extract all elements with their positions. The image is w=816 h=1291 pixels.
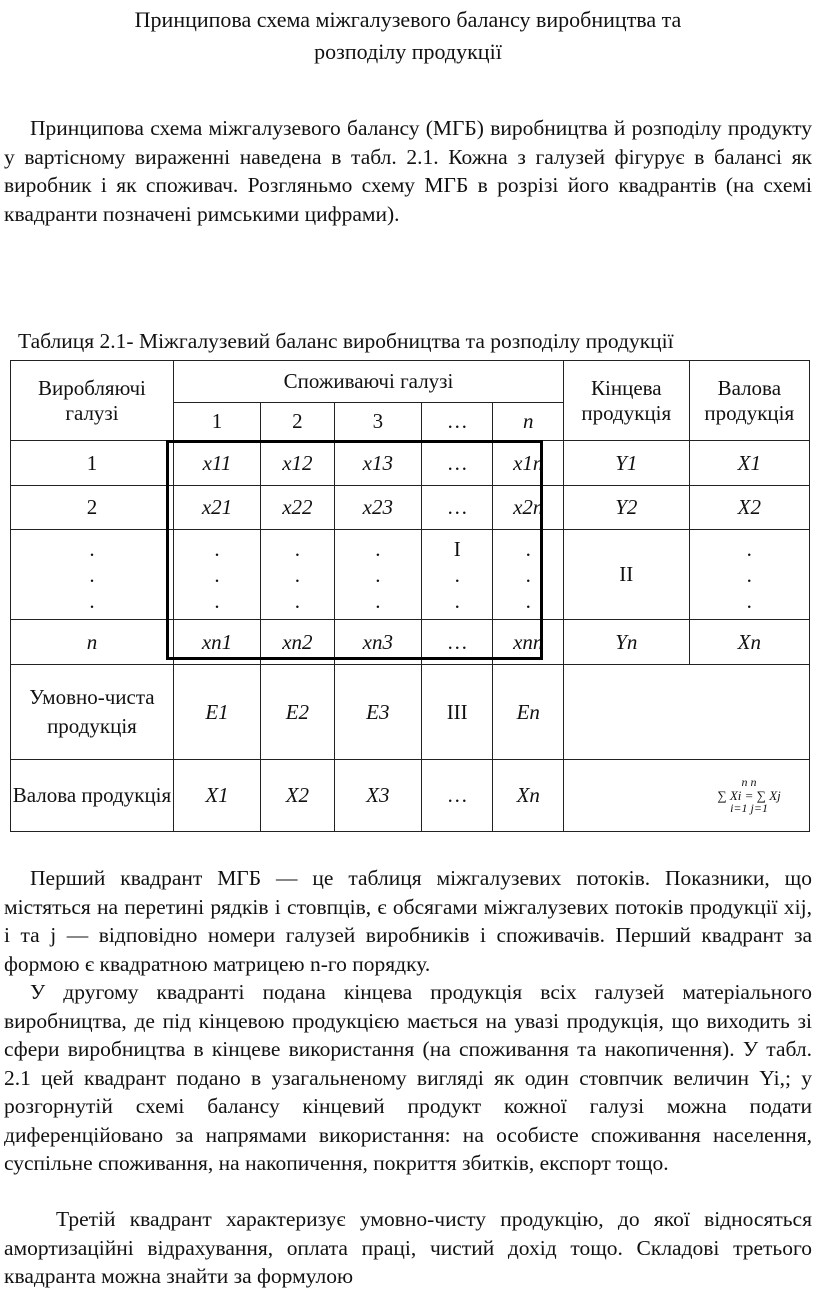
row-label: Умовно-чиста продукція [11, 665, 174, 760]
cell: x1n [493, 441, 564, 486]
body-paragraph-2: У другому квадранті подана кінцева продукція всіх галузей матеріального виробництва, де під кінцевою продукцією мається на увазі продукція, що виходить зі сфери виробництва в кінцеве використання (на споживання та накопичення). У табл. 2.1 цей квадрант подано в узагальненому вигляді як один стовпчик величин Yi,; у розгорнутій схемі балансу кінцевий продукт кожної галузі можна подати диференційовано за напрямами використання: на особисте споживання населення, суспільне споживання, на накопичення, покриття збитків, експорт тощо. [4, 980, 812, 1175]
cell: xn3 [334, 620, 421, 665]
cell: x12 [261, 441, 335, 486]
balance-table [10, 360, 810, 832]
balance-formula [689, 760, 809, 832]
col-header: 2 [261, 403, 335, 441]
col-header: … [421, 403, 493, 441]
col-header: n [493, 403, 564, 441]
header-consuming: Споживаючі галузі [173, 361, 563, 403]
row-label: n [11, 620, 174, 665]
row-label: Валова продукція [11, 760, 174, 832]
cell: x22 [261, 486, 335, 530]
intro-paragraph: Принципова схема міжгалузевого балансу (МГБ) виробництва й розподілу продукту у вартісному вираженні наведена в табл. 2.1. Кожна з галузей фігурує в балансі як виробник і як споживач. Розгляньмо схему МГБ в розрізі його квадрантів (на схемі квадранти позначені римськими цифрами). [4, 116, 812, 226]
cell: . . . [173, 530, 260, 620]
cell: . . . [261, 530, 335, 620]
cell: … [421, 760, 493, 832]
cell: x2n [493, 486, 564, 530]
cell: E1 [173, 665, 260, 760]
cell: xn1 [173, 620, 260, 665]
cell: Xn [493, 760, 564, 832]
table-row [11, 620, 810, 665]
header-final: Кінцева продукція [564, 361, 690, 441]
row-label: . . . [11, 530, 174, 620]
empty-cell [564, 665, 810, 760]
cell: En [493, 665, 564, 760]
cell: … [421, 620, 493, 665]
row-label: 1 [11, 441, 174, 486]
cell: E3 [334, 665, 421, 760]
cell: . . . [334, 530, 421, 620]
cell-gross: X1 [689, 441, 809, 486]
cell-quadrant-3: III [421, 665, 493, 760]
cell-gross: Xn [689, 620, 809, 665]
row-label: 2 [11, 486, 174, 530]
table-row [11, 441, 810, 486]
cell: X2 [261, 760, 335, 832]
cell: … [421, 441, 493, 486]
cell: x13 [334, 441, 421, 486]
cell: X3 [334, 760, 421, 832]
cell: xnn [493, 620, 564, 665]
cell-final: Y1 [564, 441, 690, 486]
cell-quadrant-1: I . . [421, 530, 493, 620]
cell: . . . [493, 530, 564, 620]
formula-main: ∑ Xi = ∑ Xj [717, 788, 781, 803]
cell: X1 [173, 760, 260, 832]
page-title [0, 4, 816, 68]
table-row [11, 486, 810, 530]
formula-lower: i=1 j=1 [730, 801, 768, 815]
body-paragraph-3: Третій квадрант характеризує умовно-чисту продукцію, до якої відносяться амортизаційні відрахування, оплата праці, чистий дохід тощо. Складові третього квадранта можна знайти за формулою [4, 1207, 812, 1288]
body-paragraph-1: Перший квадрант МГБ — це таблиця міжгалузевих потоків. Показники, що містяться на перетині рядків і стовпців, є обсягами міжгалузевих потоків продукції xij, i та j — відповідно номери галузей виробників і споживачів. Перший квадрант за формою є квадратною матрицею n-го порядку. [4, 866, 812, 976]
header-gross: Валова продукція [689, 361, 809, 441]
cell-final: Y2 [564, 486, 690, 530]
table-caption: Таблиця 2.1- Міжгалузевий баланс виробництва та розподілу продукції [18, 329, 674, 353]
empty-cell [564, 760, 690, 832]
header-producing: Виробляючі галузі [11, 361, 174, 441]
formula-upper: n n [741, 775, 757, 789]
cell-final: Yn [564, 620, 690, 665]
col-header: 1 [173, 403, 260, 441]
cell: x21 [173, 486, 260, 530]
cell: x11 [173, 441, 260, 486]
net-product-row [11, 665, 810, 760]
gross-product-row [11, 760, 810, 832]
cell: x23 [334, 486, 421, 530]
col-header: 3 [334, 403, 421, 441]
cell-gross: X2 [689, 486, 809, 530]
title-line-2: розподілу продукції [314, 39, 502, 64]
cell-quadrant-2: II [564, 530, 690, 620]
cell: E2 [261, 665, 335, 760]
cell: xn2 [261, 620, 335, 665]
cell: … [421, 486, 493, 530]
title-line-1: Принципова схема міжгалузевого балансу виробництва та [134, 7, 682, 32]
table-row [11, 530, 810, 620]
cell-gross: . . . [689, 530, 809, 620]
